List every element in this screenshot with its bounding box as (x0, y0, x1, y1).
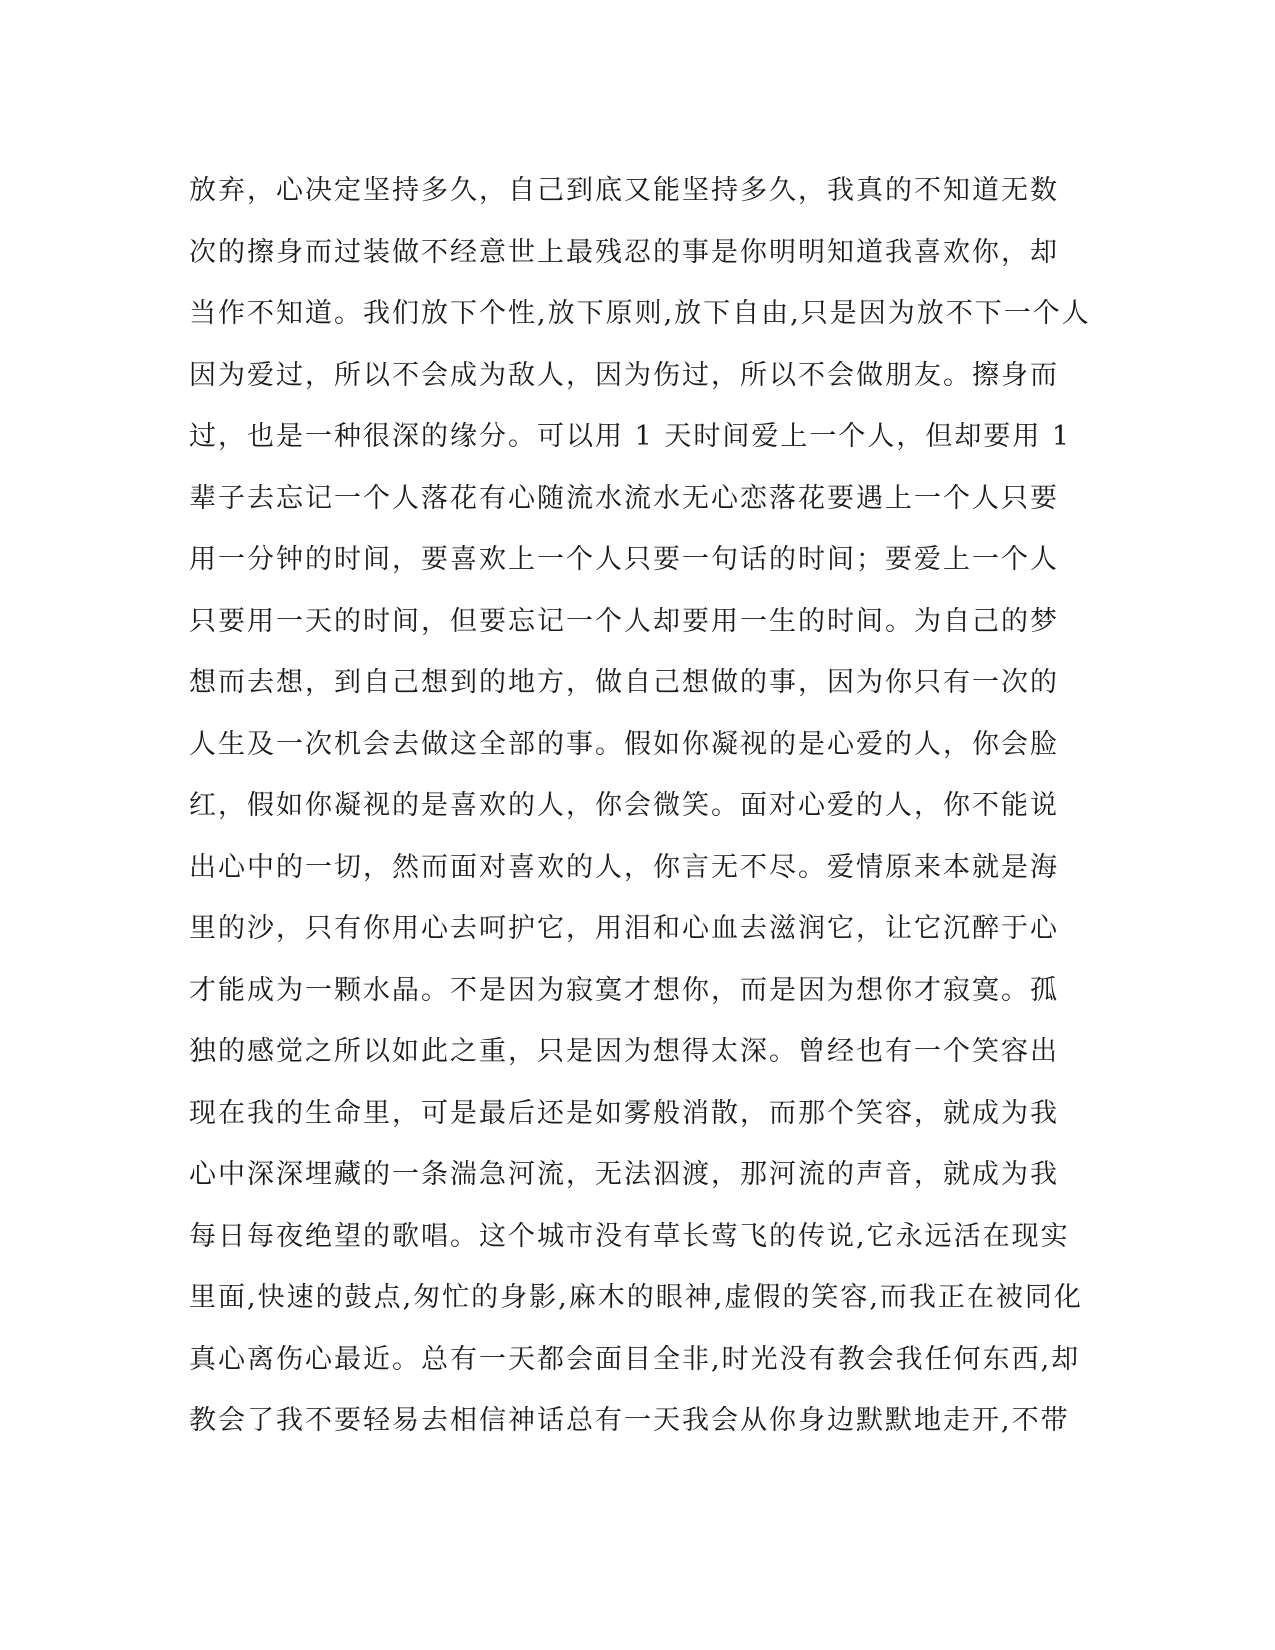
text-line: 独的感觉之所以如此之重，只是因为想得太深。曾经也有一个笑容出 (189, 1036, 1059, 1067)
text-line: 用一分钟的时间，要喜欢上一个人只要一句话的时间；要爱上一个人 (189, 544, 1059, 575)
text-line: 因为爱过，所以不会成为敌人，因为伤过，所以不会做朋友。擦身而 (189, 359, 1059, 391)
text-line: 放弃，心决定坚持多久，自己到底又能坚持多久，我真的不知道无数 (189, 175, 1059, 206)
body-text (189, 160, 1089, 1452)
text-line: 每日每夜绝望的歌唱。这个城市没有草长莺飞的传说,它永远活在现实 (189, 1220, 1070, 1252)
text-line: 次的擦身而过装做不经意世上最残忍的事是你明明知道我喜欢你，却 (189, 236, 1059, 268)
text-line: 教会了我不要轻易去相信神话总有一天我会从你身边默默地走开,不带 (189, 1405, 1070, 1436)
text-line: 红，假如你凝视的是喜欢的人，你会微笑。面对心爱的人，你不能说 (189, 790, 1059, 821)
text-line: 心中深深埋藏的一条湍急河流，无法泅渡，那河流的声音，就成为我 (189, 1159, 1059, 1190)
text-line: 里面,快速的鼓点,匆忙的身影,麻木的眼神,虚假的笑容,而我正在被同化 (189, 1282, 1083, 1313)
text-line: 出心中的一切，然而面对喜欢的人，你言无不尽。爱情原来本就是海 (189, 851, 1059, 883)
text-line: 现在我的生命里，可是最后还是如雾般消散，而那个笑容，就成为我 (189, 1097, 1059, 1129)
text-line: 里的沙，只有你用心去呵护它，用泪和心血去滋润它，让它沉醉于心 (189, 913, 1059, 944)
text-line: 人生及一次机会去做这全部的事。假如你凝视的是心爱的人，你会脸 (189, 728, 1059, 760)
text-line: 才能成为一颗水晶。不是因为寂寞才想你，而是因为想你才寂寞。孤 (189, 974, 1059, 1006)
text-line: 想而去想，到自己想到的地方，做自己想做的事，因为你只有一次的 (189, 667, 1059, 698)
text-line: 真心离伤心最近。总有一天都会面目全非,时光没有教会我任何东西,却 (189, 1343, 1081, 1375)
text-line: 当作不知道。我们放下个性,放下原则,放下自由,只是因为放不下一个人 (189, 298, 1091, 329)
text-line: 只要用一天的时间，但要忘记一个人却要用一生的时间。为自己的梦 (189, 605, 1059, 637)
text-line: 辈子去忘记一个人落花有心随流水流水无心恋落花要遇上一个人只要 (189, 482, 1059, 514)
text-line: 过，也是一种很深的缘分。可以用 1 天时间爱上一个人，但却要用 1 (189, 421, 1072, 452)
